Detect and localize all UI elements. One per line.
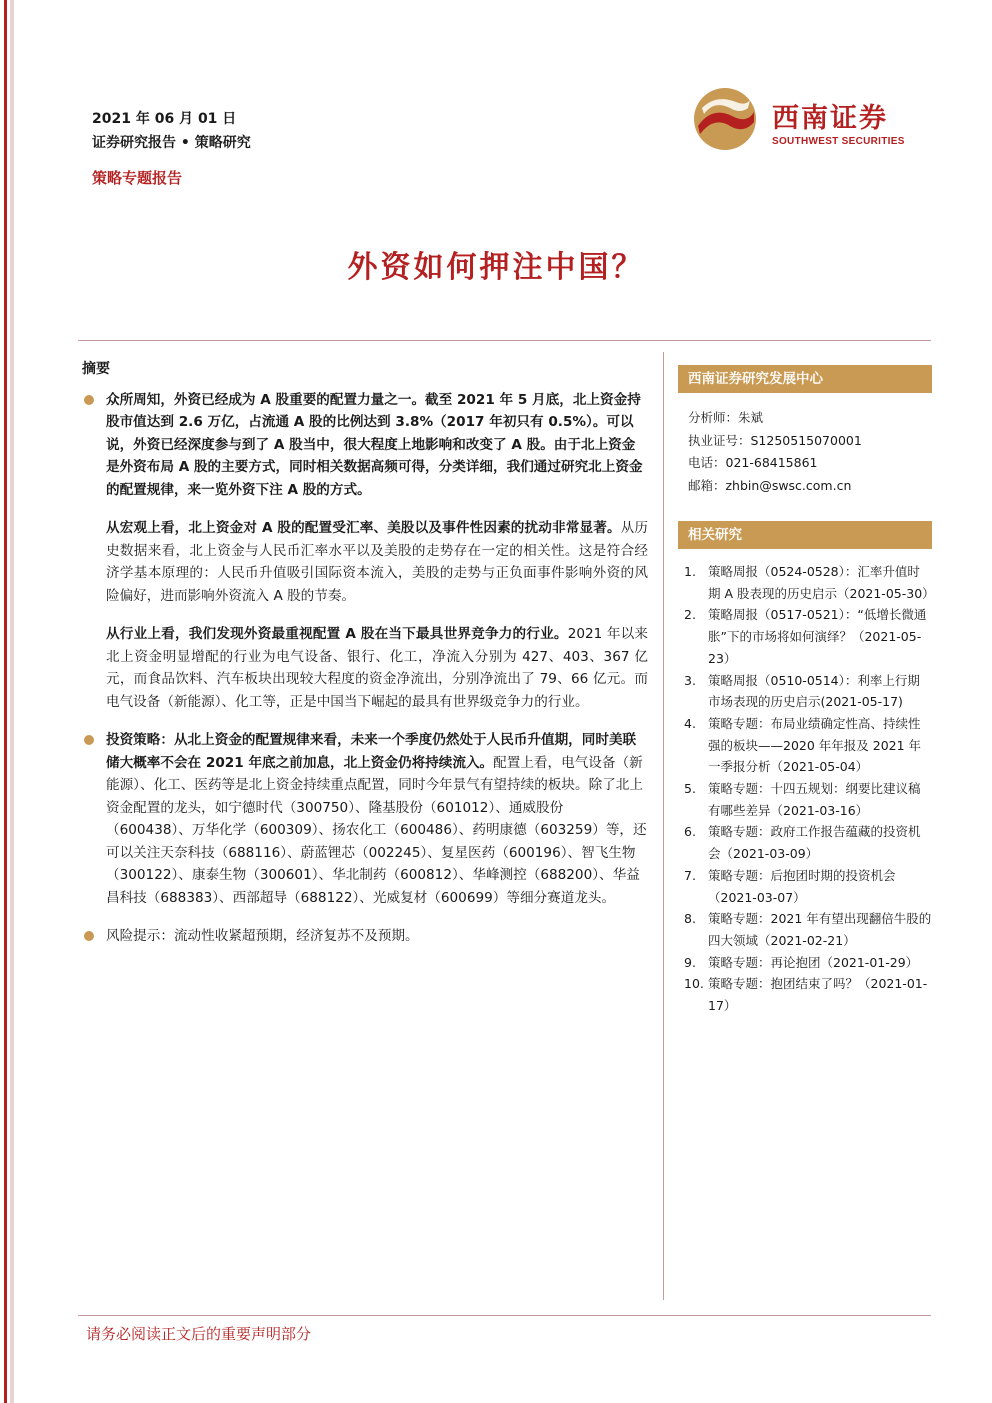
report-type: 证券研究报告 • 策略研究	[92, 135, 251, 151]
risk-warning: 风险提示：流动性收紧超预期，经济复苏不及预期。	[106, 928, 419, 944]
related-research	[678, 521, 935, 1017]
footer-divider	[78, 1315, 931, 1316]
report-category: 策略专题报告	[92, 169, 183, 187]
list-item-text: 策略周报（0517-0521）：“低增长微通胀”下的市场将如何演绎？（2021-05-23）	[708, 607, 927, 666]
list-item[interactable]	[684, 952, 932, 974]
list-item[interactable]	[684, 865, 932, 908]
footer-disclaimer: 请务必阅读正文后的重要声明部分	[86, 1325, 312, 1343]
sidebar	[678, 365, 935, 1017]
list-item[interactable]	[684, 604, 932, 669]
list-item[interactable]	[684, 561, 935, 604]
left-page-border-line	[4, 0, 7, 1403]
summary-bullet	[82, 925, 648, 948]
list-item-text: 策略专题：再论抱团（2021-01-29）	[708, 954, 919, 970]
list-item[interactable]	[684, 973, 932, 1016]
list-item[interactable]	[684, 821, 932, 864]
paragraph-body: 2021 年以来北上资金明显增配的行业为电气设备、银行、化工，净流入分别为 427、403、367 亿元，而食品饮料、汽车板块出现较大程度的资金净流出，分别净流出了 79、66 亿元。而电气设备（新能源）、化工等，正是中国当下崛起的最具有世界级竞争力的行业。	[106, 626, 648, 710]
summary-paragraph	[82, 623, 648, 713]
list-item-number: 6.	[684, 824, 696, 840]
analyst-phone: 电话：021-68415861	[688, 455, 818, 470]
summary-bullet	[82, 729, 648, 909]
paragraph-lead: 从行业上看，我们发现外资最重视配置 A 股在当下最具世界竞争力的行业。	[106, 626, 568, 642]
company-logo	[692, 86, 932, 152]
logo-name-en: SOUTHWEST SECURITIES	[772, 136, 905, 147]
analyst-name: 分析师：朱斌	[688, 410, 764, 425]
summary-paragraph	[82, 517, 648, 607]
summary-section	[82, 358, 648, 964]
title-divider	[78, 340, 931, 341]
list-item[interactable]	[684, 778, 932, 821]
list-item-text: 策略专题：十四五规划：纲要比建议稿有哪些差异（2021-03-16）	[708, 781, 921, 818]
summary-bullet-text: 众所周知，外资已经成为 A 股重要的配置力量之一。截至 2021 年 5 月底，北上资金持股市值达到 2.6 万亿，占流通 A 股的比例达到 3.8%（2017 年初只有 0.5%）。可以说，外资已经深度参与到了 A 股当中，很大程度上地影响和改变了 A 股。由于北上资金是外资布局 A 股的主要方式，同时相关数据高频可得，分类详细，我们通过研究北上资金的配置规律，来一览外资下注 A 股的方式。	[106, 391, 643, 498]
list-item[interactable]	[684, 713, 932, 778]
bullet-body: 配置上看，电气设备（新能源）、化工、医药等是北上资金持续重点配置，同时今年景气有望持续的板块。除了北上资金配置的龙头，如宁德时代（300750）、隆基股份（601012）、通威股份（600438）、万华化学（600309）、扬农化工（600486）、药明康德（603259）等，还可以关注天奈科技（688116）、蔚蓝锂芯（002245）、复星医药（600196）、智飞生物（300122）、康泰生物（300601）、华北制药（600812）、华峰测控（688200）、华益昌科技（688383）、西部超导（688122）、光威复材（600699）等细分赛道龙头。	[106, 754, 647, 906]
research-center-label: 西南证券研究发展中心	[678, 365, 932, 393]
list-item-number: 2.	[684, 607, 696, 623]
summary-heading: 摘要	[82, 361, 110, 377]
list-item-number: 9.	[684, 954, 696, 970]
logo-emblem-icon	[692, 86, 758, 152]
column-divider	[663, 352, 664, 1300]
list-item-number: 1.	[684, 564, 696, 579]
list-item-number: 5.	[684, 781, 696, 797]
bullet-dot-icon	[84, 931, 94, 941]
list-item-number: 4.	[684, 715, 696, 731]
related-research-label: 相关研究	[678, 521, 932, 549]
analyst-email[interactable]: 邮箱：zhbin@swsc.com.cn	[688, 477, 852, 493]
list-item-text: 策略周报（0510-0514）：利率上行期市场表现的历史启示(2021-05-17)	[708, 672, 920, 710]
paragraph-lead: 从宏观上看，北上资金对 A 股的配置受汇率、美股以及事件性因素的扰动非常显著。	[106, 520, 621, 536]
list-item-number: 8.	[684, 911, 696, 927]
list-item-text: 策略专题：政府工作报告蕴藏的投资机会（2021-03-09）	[708, 824, 921, 862]
related-list	[678, 561, 935, 1017]
list-item-text: 策略专题：2021 年有望出现翻倍牛股的四大领域（2021-02-21）	[708, 911, 932, 948]
bullet-dot-icon	[84, 395, 94, 405]
paragraph-body: 从历史数据来看，北上资金与人民币汇率水平以及美股的走势存在一定的相关性。这是符合经济学基本原理的：人民币升值吸引国际资本流入，美股的走势与正负面事件影响外资的风险偏好，进而影响外资流入 A 股的节奏。	[106, 520, 648, 604]
bullet-lead: 投资策略：从北上资金的配置规律来看，未来一个季度仍然处于人民币升值期，同时美联储大概率不会在 2021 年底之前加息，北上资金仍将持续流入。	[106, 732, 637, 771]
report-date: 2021 年 06 月 01 日	[92, 111, 237, 127]
list-item[interactable]	[684, 908, 932, 951]
list-item-text: 策略专题：后抱团时期的投资机会（2021-03-07）	[708, 867, 896, 905]
list-item-number: 3.	[684, 672, 696, 688]
page-title: 外资如何押注中国？	[347, 250, 645, 285]
bullet-dot-icon	[84, 735, 94, 745]
list-item-text: 策略专题：布局业绩确定性高、持续性强的板块——2020 年年报及 2021 年一季报分析（2021-05-04）	[708, 715, 922, 775]
list-item-number: 7.	[684, 867, 696, 883]
analyst-info	[678, 407, 932, 497]
logo-name-cn: 西南证券	[772, 103, 888, 134]
list-item-text: 策略周报（0524-0528）：汇率升值时期 A 股表现的历史启示（2021-05-30）	[708, 564, 935, 601]
left-page-border	[0, 0, 14, 1403]
list-item[interactable]	[684, 670, 932, 713]
list-item-number: 10.	[684, 976, 704, 992]
list-item-text: 策略专题：抱团结束了吗？（2021-01-17）	[708, 976, 928, 1014]
summary-bullet	[82, 389, 648, 502]
analyst-license: 执业证号：S1250515070001	[688, 432, 862, 448]
